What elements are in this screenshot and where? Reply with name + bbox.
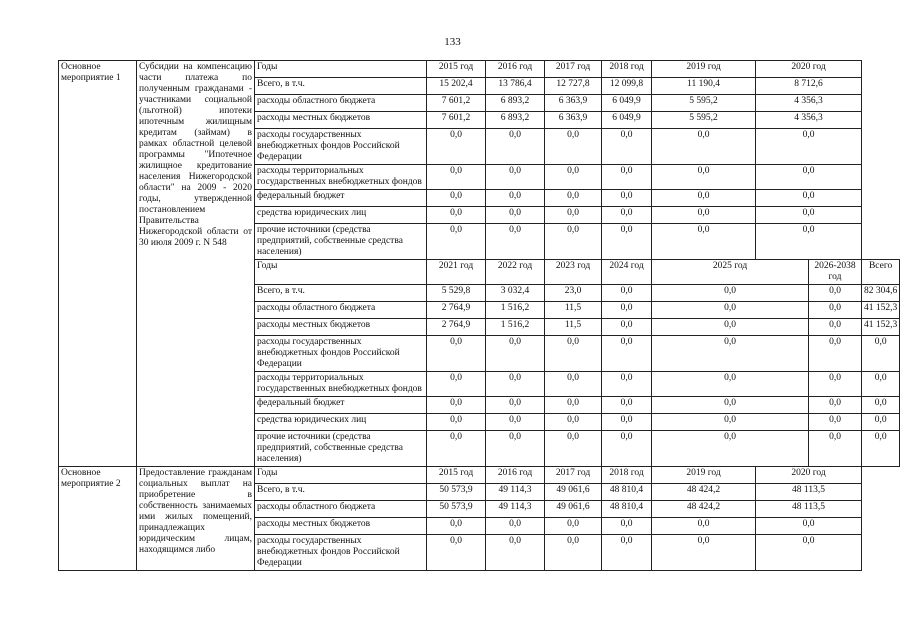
total-value-cell: 0,0 xyxy=(862,414,900,431)
page-number: 133 xyxy=(444,36,461,48)
value-cell: 1 516,2 xyxy=(486,319,545,336)
value-cell: 2 764,9 xyxy=(427,319,486,336)
value-cell: 0,0 xyxy=(602,431,652,467)
row-label-cell: расходы местных бюджетов xyxy=(255,112,427,129)
value-cell: 0,0 xyxy=(809,431,862,467)
value-cell: 8 712,6 xyxy=(756,78,862,95)
value-cell: 3 032,4 xyxy=(486,285,545,302)
value-cell: 0,0 xyxy=(652,224,756,260)
value-cell: 0,0 xyxy=(652,129,756,165)
year-header-cell: 2018 год xyxy=(602,467,652,484)
value-cell: 6 363,9 xyxy=(545,95,602,112)
value-cell: 12 727,8 xyxy=(545,78,602,95)
value-cell: 0,0 xyxy=(652,518,756,535)
value-cell: 0,0 xyxy=(602,207,652,224)
value-cell: 6 893,2 xyxy=(486,112,545,129)
value-cell: 48 113,5 xyxy=(756,484,862,501)
value-cell: 0,0 xyxy=(756,190,862,207)
value-cell: 48 113,5 xyxy=(756,501,862,518)
row-label-cell: Годы xyxy=(255,61,427,78)
row-label-cell: Всего, в т.ч. xyxy=(255,285,427,302)
value-cell: 0,0 xyxy=(427,129,486,165)
value-cell: 48 810,4 xyxy=(602,484,652,501)
value-cell: 0,0 xyxy=(427,165,486,190)
year-header-cell: 2023 год xyxy=(545,260,602,285)
value-cell: 0,0 xyxy=(427,336,486,372)
row-label-cell: расходы областного бюджета xyxy=(255,302,427,319)
table-row xyxy=(59,467,900,484)
value-cell: 6 363,9 xyxy=(545,112,602,129)
value-cell: 0,0 xyxy=(486,129,545,165)
value-cell: 0,0 xyxy=(756,224,862,260)
row-label-cell: расходы областного бюджета xyxy=(255,95,427,112)
measure-name-cell: Основное мероприятие 2 xyxy=(59,467,137,571)
total-value-cell: 0,0 xyxy=(862,336,900,372)
value-cell: 11 190,4 xyxy=(652,78,756,95)
row-label-cell: расходы государственных внебюджетных фондов Российской Федерации xyxy=(255,129,427,165)
year-header-cell: 2025 год xyxy=(652,260,809,285)
value-cell: 5 595,2 xyxy=(652,112,756,129)
total-value-cell: 0,0 xyxy=(862,431,900,467)
value-cell: 12 099,8 xyxy=(602,78,652,95)
value-cell: 13 786,4 xyxy=(486,78,545,95)
value-cell: 2 764,9 xyxy=(427,302,486,319)
value-cell: 0,0 xyxy=(427,397,486,414)
year-header-cell: 2018 год xyxy=(602,61,652,78)
year-header-cell: 2020 год xyxy=(756,467,862,484)
value-cell: 0,0 xyxy=(809,372,862,397)
value-cell: 0,0 xyxy=(652,535,756,571)
row-label-cell: средства юридических лиц xyxy=(255,414,427,431)
value-cell: 0,0 xyxy=(486,207,545,224)
year-header-cell: 2015 год xyxy=(427,467,486,484)
row-label-cell: расходы областного бюджета xyxy=(255,501,427,518)
value-cell: 5 529,8 xyxy=(427,285,486,302)
value-cell: 0,0 xyxy=(545,224,602,260)
table-row xyxy=(59,61,900,78)
value-cell: 0,0 xyxy=(602,319,652,336)
value-cell: 0,0 xyxy=(545,535,602,571)
value-cell: 0,0 xyxy=(602,518,652,535)
value-cell: 0,0 xyxy=(486,535,545,571)
value-cell: 0,0 xyxy=(756,535,862,571)
value-cell: 0,0 xyxy=(427,431,486,467)
value-cell: 0,0 xyxy=(545,165,602,190)
value-cell: 0,0 xyxy=(602,285,652,302)
row-label-cell: расходы территориальных государственных внебюджетных фондов xyxy=(255,372,427,397)
value-cell: 15 202,4 xyxy=(427,78,486,95)
value-cell: 0,0 xyxy=(545,397,602,414)
total-value-cell: 0,0 xyxy=(862,372,900,397)
value-cell: 0,0 xyxy=(427,190,486,207)
value-cell: 5 595,2 xyxy=(652,95,756,112)
row-label-cell: Всего, в т.ч. xyxy=(255,78,427,95)
total-value-cell: 82 304,6 xyxy=(862,285,900,302)
value-cell: 0,0 xyxy=(602,372,652,397)
year-header-cell: 2026-2038 год xyxy=(809,260,862,285)
value-cell: 0,0 xyxy=(652,190,756,207)
year-header-cell: 2017 год xyxy=(545,61,602,78)
measure-description-cell: Субсидии на компенсацию части платежа по полученным гражданами - участниками социальной (льготной) ипотеки ипотечным жилищным кредитам (займам) в рамках областной целевой программы "Ипотечное жилищное кредитование населения Нижегородской области" на 2009 - 2020 годы, утвержденной постановлением Правительства Нижегородской области от 30 июля 2009 г. N 548 xyxy=(137,61,255,467)
value-cell: 0,0 xyxy=(652,372,809,397)
value-cell: 48 424,2 xyxy=(652,484,756,501)
value-cell: 0,0 xyxy=(545,431,602,467)
value-cell: 0,0 xyxy=(545,207,602,224)
value-cell: 0,0 xyxy=(602,129,652,165)
total-value-cell: 41 152,3 xyxy=(862,319,900,336)
value-cell: 0,0 xyxy=(545,518,602,535)
value-cell: 0,0 xyxy=(427,372,486,397)
value-cell: 1 516,2 xyxy=(486,302,545,319)
value-cell: 48 424,2 xyxy=(652,501,756,518)
value-cell: 0,0 xyxy=(809,285,862,302)
value-cell: 0,0 xyxy=(427,518,486,535)
value-cell: 7 601,2 xyxy=(427,95,486,112)
value-cell: 11,5 xyxy=(545,319,602,336)
value-cell: 0,0 xyxy=(756,129,862,165)
value-cell: 0,0 xyxy=(602,224,652,260)
year-header-cell: 2022 год xyxy=(486,260,545,285)
value-cell: 0,0 xyxy=(486,190,545,207)
value-cell: 6 049,9 xyxy=(602,112,652,129)
row-label-cell: расходы местных бюджетов xyxy=(255,319,427,336)
value-cell: 0,0 xyxy=(602,397,652,414)
row-label-cell: расходы государственных внебюджетных фондов Российской Федерации xyxy=(255,336,427,372)
row-label-cell: расходы государственных внебюджетных фондов Российской Федерации xyxy=(255,535,427,571)
value-cell: 0,0 xyxy=(652,319,809,336)
value-cell: 0,0 xyxy=(809,397,862,414)
value-cell: 0,0 xyxy=(652,207,756,224)
value-cell: 0,0 xyxy=(809,336,862,372)
row-label-cell: Годы xyxy=(255,260,427,285)
total-value-cell: 0,0 xyxy=(862,397,900,414)
value-cell: 0,0 xyxy=(809,414,862,431)
value-cell: 0,0 xyxy=(652,414,809,431)
value-cell: 23,0 xyxy=(545,285,602,302)
year-header-cell: 2024 год xyxy=(602,260,652,285)
value-cell: 0,0 xyxy=(602,190,652,207)
value-cell: 0,0 xyxy=(652,397,809,414)
row-label-cell: расходы местных бюджетов xyxy=(255,518,427,535)
value-cell: 0,0 xyxy=(652,431,809,467)
year-header-cell: 2019 год xyxy=(652,61,756,78)
value-cell: 0,0 xyxy=(545,129,602,165)
value-cell: 50 573,9 xyxy=(427,501,486,518)
measure-description-cell: Предоставление гражданам социальных выплат на приобретение в собственность занимаемых ими жилых помещений, принадлежащих юридическим лицам, находящимся либо xyxy=(137,467,255,571)
year-header-cell: 2020 год xyxy=(756,61,862,78)
value-cell: 50 573,9 xyxy=(427,484,486,501)
value-cell: 0,0 xyxy=(427,224,486,260)
value-cell: 4 356,3 xyxy=(756,95,862,112)
value-cell: 0,0 xyxy=(756,207,862,224)
year-header-cell: 2017 год xyxy=(545,467,602,484)
value-cell: 4 356,3 xyxy=(756,112,862,129)
value-cell: 48 810,4 xyxy=(602,501,652,518)
value-cell: 6 049,9 xyxy=(602,95,652,112)
value-cell: 7 601,2 xyxy=(427,112,486,129)
value-cell: 0,0 xyxy=(756,165,862,190)
value-cell: 0,0 xyxy=(486,397,545,414)
value-cell: 0,0 xyxy=(809,319,862,336)
row-label-cell: средства юридических лиц xyxy=(255,207,427,224)
program-funding-table xyxy=(58,60,900,571)
value-cell: 0,0 xyxy=(427,535,486,571)
value-cell: 0,0 xyxy=(652,165,756,190)
value-cell: 0,0 xyxy=(652,302,809,319)
value-cell: 0,0 xyxy=(486,336,545,372)
value-cell: 0,0 xyxy=(545,414,602,431)
value-cell: 0,0 xyxy=(427,414,486,431)
year-header-cell: 2016 год xyxy=(486,467,545,484)
row-label-cell: прочие источники (средства предприятий, собственные средства населения) xyxy=(255,224,427,260)
value-cell: 0,0 xyxy=(486,224,545,260)
value-cell: 0,0 xyxy=(602,535,652,571)
value-cell: 0,0 xyxy=(602,336,652,372)
year-header-cell: 2021 год xyxy=(427,260,486,285)
row-label-cell: Всего, в т.ч. xyxy=(255,484,427,501)
value-cell: 0,0 xyxy=(652,336,809,372)
value-cell: 0,0 xyxy=(602,165,652,190)
value-cell: 49 061,6 xyxy=(545,501,602,518)
measure-name-cell: Основное мероприятие 1 xyxy=(59,61,137,467)
total-value-cell: 41 152,3 xyxy=(862,302,900,319)
row-label-cell: расходы территориальных государственных внебюджетных фондов xyxy=(255,165,427,190)
value-cell: 0,0 xyxy=(756,518,862,535)
value-cell: 0,0 xyxy=(486,372,545,397)
value-cell: 0,0 xyxy=(486,414,545,431)
value-cell: 0,0 xyxy=(486,165,545,190)
value-cell: 0,0 xyxy=(602,302,652,319)
value-cell: 6 893,2 xyxy=(486,95,545,112)
value-cell: 0,0 xyxy=(652,285,809,302)
year-header-cell: 2015 год xyxy=(427,61,486,78)
value-cell: 49 114,3 xyxy=(486,484,545,501)
row-label-cell: прочие источники (средства предприятий, собственные средства населения) xyxy=(255,431,427,467)
value-cell: 0,0 xyxy=(486,518,545,535)
value-cell: 0,0 xyxy=(545,190,602,207)
value-cell: 0,0 xyxy=(545,372,602,397)
row-label-cell: федеральный бюджет xyxy=(255,190,427,207)
year-header-cell: 2019 год xyxy=(652,467,756,484)
year-header-cell: 2016 год xyxy=(486,61,545,78)
value-cell: 0,0 xyxy=(602,414,652,431)
value-cell: 0,0 xyxy=(545,336,602,372)
total-header-cell: Всего xyxy=(862,260,900,285)
value-cell: 0,0 xyxy=(486,431,545,467)
value-cell: 0,0 xyxy=(427,207,486,224)
row-label-cell: Годы xyxy=(255,467,427,484)
value-cell: 49 114,3 xyxy=(486,501,545,518)
value-cell: 49 061,6 xyxy=(545,484,602,501)
value-cell: 11,5 xyxy=(545,302,602,319)
row-label-cell: федеральный бюджет xyxy=(255,397,427,414)
value-cell: 0,0 xyxy=(809,302,862,319)
